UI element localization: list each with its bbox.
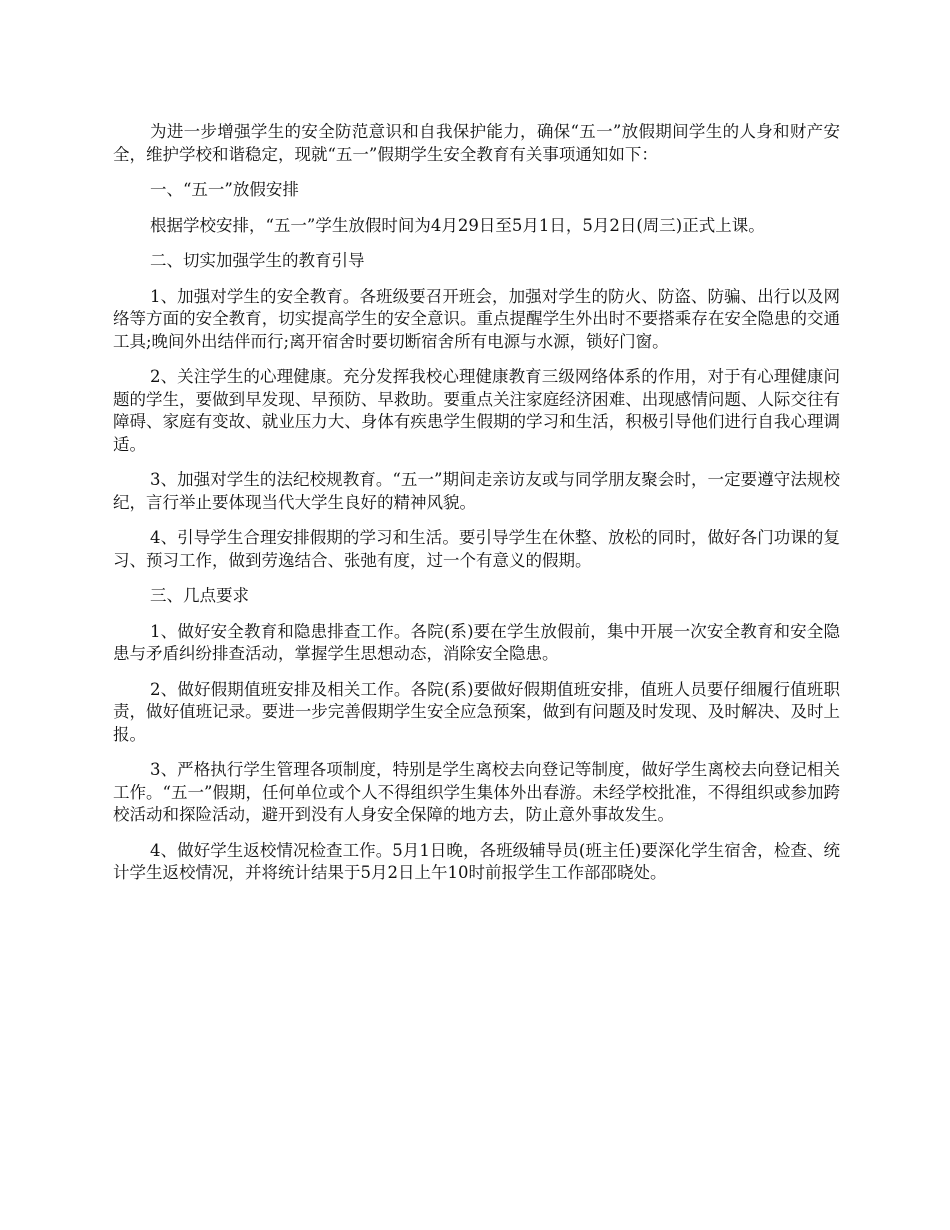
guidance-item-safety-education: 1、加强对学生的安全教育。各班级要召开班会，加强对学生的防火、防盗、防骗、出行以及网络等方面的安全教育，切实提高学生的安全意识。重点提醒学生外出时不要搭乘存在安全隐患的交通工具;晚间外出结伴而行;离开宿舍时要切断宿舍所有电源与水源，锁好门窗。 — [113, 286, 840, 351]
section-heading-holiday-schedule: 一、“五一”放假安排 — [150, 180, 299, 199]
requirement-item-duty-arrangement: 2、做好假期值班安排及相关工作。各院(系)要做好假期值班安排，值班人员要仔细履行值班职责，做好值班记录。要进一步完善假期学生安全应急预案，做到有问题及时发现、及时解决、及时上报。 — [113, 679, 840, 744]
section-heading-requirements: 三、几点要求 — [150, 586, 249, 605]
requirement-item-hazard-inspection: 1、做好安全教育和隐患排查工作。各院(系)要在学生放假前，集中开展一次安全教育和安全隐患与矛盾纠纷排查活动，掌握学生思想动态，消除安全隐患。 — [113, 621, 840, 663]
guidance-item-study-arrangement: 4、引导学生合理安排假期的学习和生活。要引导学生在休整、放松的同时，做好各门功课的复习、预习工作，做到劳逸结合、张弛有度，过一个有意义的假期。 — [113, 528, 840, 570]
requirement-item-management-rules: 3、严格执行学生管理各项制度，特别是学生离校去向登记等制度，做好学生离校去向登记相关工作。“五一”假期，任何单位或个人不得组织学生集体外出春游。未经学校批准，不得组织或参加跨校活动和探险活动，避开到没有人身安全保障的地方去，防止意外事故发生。 — [113, 760, 840, 824]
guidance-item-discipline-education: 3、加强对学生的法纪校规教育。“五一”期间走亲访友或与同学朋友聚会时，一定要遵守法规校纪，言行举止要体现当代大学生良好的精神风貌。 — [113, 470, 840, 512]
requirement-item-return-check: 4、做好学生返校情况检查工作。5月1日晚，各班级辅导员(班主任)要深化学生宿舍，检查、统计学生返校情况，并将统计结果于5月2日上午10时前报学生工作部邵晓处。 — [113, 840, 840, 882]
holiday-schedule-paragraph: 根据学校安排，“五一”学生放假时间为4月29日至5月1日，5月2日(周三)正式上课。 — [150, 215, 765, 235]
guidance-item-mental-health: 2、关注学生的心理健康。充分发挥我校心理健康教育三级网络体系的作用，对于有心理健康问题的学生，要做到早发现、早预防、早救助。要重点关注家庭经济困难、出现感情问题、人际交往有障碍、家庭有变故、就业压力大、身体有疾患学生假期的学习和生活，积极引导他们进行自我心理调适。 — [113, 367, 840, 454]
section-heading-education-guidance: 二、切实加强学生的教育引导 — [150, 251, 365, 270]
document-body — [113, 121, 840, 898]
intro-paragraph: 为进一步增强学生的安全防范意识和自我保护能力，确保“五一”放假期间学生的人身和财产安全，维护学校和谐稳定，现就“五一”假期学生安全教育有关事项通知如下： — [113, 122, 840, 164]
